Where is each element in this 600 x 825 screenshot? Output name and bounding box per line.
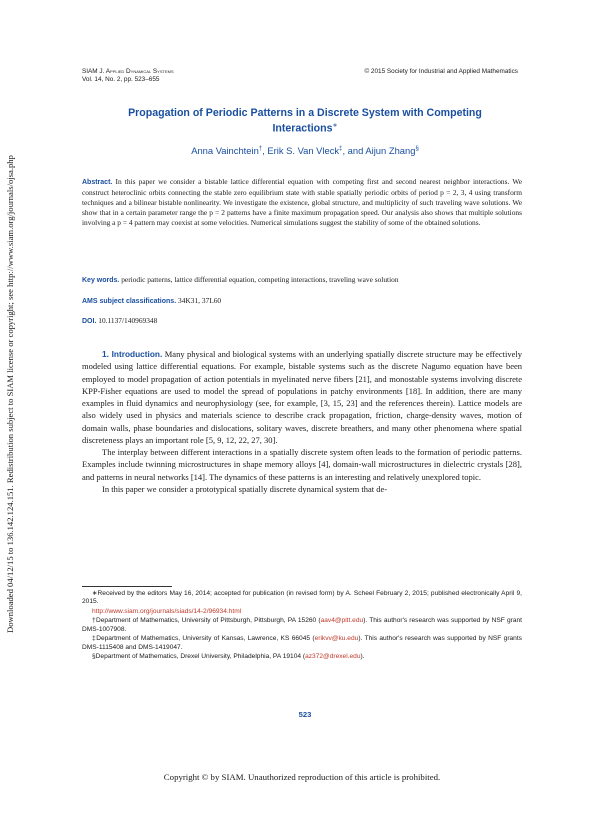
author-separator: , and bbox=[342, 145, 364, 156]
copyright-header: © 2015 Society for Industrial and Applied Mathematics bbox=[364, 68, 518, 75]
author-mark[interactable]: ‡ bbox=[339, 145, 343, 152]
paragraph: In this paper we consider a prototypical spatially discrete dynamical system that de- bbox=[102, 483, 388, 494]
footnote-author-2: ‡Department of Mathematics, University of Kansas, Lawrence, KS 66045 (erikvv@ku.edu). This author's research was supported by NSF grants DMS-1115408 and DMS-1419047. bbox=[82, 635, 522, 651]
footnote-author-3: §Department of Mathematics, Drexel University, Philadelphia, PA 19104 (az372@drexel.edu). bbox=[92, 653, 365, 661]
section-heading: 1. Introduction. bbox=[102, 349, 163, 359]
ams-label: AMS subject classifications. bbox=[82, 298, 177, 305]
author-mark[interactable]: † bbox=[258, 145, 263, 152]
title-line-2: Interactions bbox=[272, 122, 333, 135]
abstract bbox=[82, 177, 522, 228]
article-url-link[interactable]: http://www.siam.org/journals/siads/14-2/96934.html bbox=[92, 607, 242, 615]
author-name: Aijun Zhang bbox=[365, 145, 416, 156]
abstract-label: Abstract. bbox=[82, 179, 113, 186]
email-link[interactable]: aav4@pitt.edu bbox=[320, 617, 364, 625]
footnote-author-1: †Department of Mathematics, University of Pittsburgh, Pittsburgh, PA 15260 (aav4@pitt.edu). This author's research was supported by NSF grant DMS-1007908. bbox=[82, 617, 522, 633]
journal-header bbox=[82, 68, 174, 84]
paragraph-text: Many physical and biological systems with an underlying spatially discrete structure may be effectively modeled using lattice differential equations. For example, bistable systems such as the discrete Nagumo equation have been employed to model propagation of action potentials in myelinated nerve fibers [21], and monostable systems involving discrete KPP-Fisher equations are used to model the spread of populations in patchy environments [18]. In addition, there are many examples in fluid dynamics and neurophysiology (see, for example, [3, 15, 23] and the references therein). Lattice models are also widely used in physics and materials science to describe crack propagation, friction, charge-density waves, motion of domain walls, phase boundaries and dislocations, solitary waves, discrete breathers, and many other phenomena where spatial discreteness plays an important role [5, 9, 12, 22, 27, 30]. bbox=[82, 349, 523, 445]
email-link[interactable]: erikvv@ku.edu bbox=[314, 635, 359, 643]
page-number: 523 bbox=[298, 710, 312, 719]
doi bbox=[82, 316, 157, 325]
abstract-text: In this paper we consider a bistable lattice differential equation with competing first and second nearest neighbor interactions. We construct heteroclinic orbits connecting the stable zero equilibrium state with stable spatially periodic orbits of period p = 2, 3, 4 using transform techniques and a bilinear bistable nonlinearity. We investigate the existence, global structure, and multiplicity of such traveling wave solutions. We show that in a certain parameter range the p = 2 patterns have a finite maximum propagation speed. Our analysis also shows that multiple solutions involving a p = 4 pattern may coexist at some velocities. Numerical simulations suggest the stability of some of the obtained solutions. bbox=[82, 177, 522, 228]
author-name: Erik S. Van Vleck bbox=[267, 145, 340, 156]
ams-text: 34K31, 37L60 bbox=[178, 296, 222, 305]
doi-text[interactable]: 10.1137/140969348 bbox=[98, 316, 158, 325]
journal-name: SIAM J. Applied Dynamical Systems bbox=[82, 68, 174, 75]
download-notice-sidebar: Downloaded 04/12/15 to 136.142.124.151. Redistribution subject to SIAM license or copyright; see http://www.siam.org/journals/ojsa.php bbox=[5, 155, 15, 633]
title-footnote-mark[interactable]: ∗ bbox=[332, 123, 338, 129]
keywords-label: Key words. bbox=[82, 277, 120, 284]
footnotes bbox=[82, 590, 522, 663]
email-link[interactable]: az372@drexel.edu bbox=[305, 653, 361, 661]
journal-volume: Vol. 14, No. 2, pp. 523–655 bbox=[82, 76, 160, 83]
doi-label: DOI. bbox=[82, 318, 97, 325]
footnote-rule bbox=[82, 586, 172, 587]
ams-classification bbox=[82, 296, 221, 305]
paragraph bbox=[82, 348, 522, 446]
keywords-text: periodic patterns, lattice differential equation, competing interactions, traveling wave solution bbox=[121, 275, 399, 284]
author-separator: , bbox=[262, 145, 265, 156]
author-list bbox=[90, 145, 520, 156]
paragraph: The interplay between different interactions in a spatially discrete system often leads to the formation of periodic patterns. Examples include twinning microstructures in shape memory alloys [4], domain-wall microstructures in dielectric crystals [28], and patterns in neural networks [14]. The dynamics of these patterns is an interesting and relatively unexplored topic. bbox=[82, 447, 522, 482]
author-name: Anna Vainchtein bbox=[191, 145, 259, 156]
author-mark[interactable]: § bbox=[415, 145, 419, 152]
title-line-1: Propagation of Periodic Patterns in a Discrete System with Competing bbox=[128, 107, 482, 119]
introduction-body bbox=[82, 348, 522, 495]
footnote-received: ∗Received by the editors May 16, 2014; accepted for publication (in revised form) by A. Scheel February 2, 2015; published electronically April 9, 2015. bbox=[82, 590, 522, 606]
paper-title bbox=[90, 107, 520, 136]
keywords bbox=[82, 275, 522, 284]
copyright-footer: Copyright © by SIAM. Unauthorized reproduction of this article is prohibited. bbox=[163, 772, 441, 782]
